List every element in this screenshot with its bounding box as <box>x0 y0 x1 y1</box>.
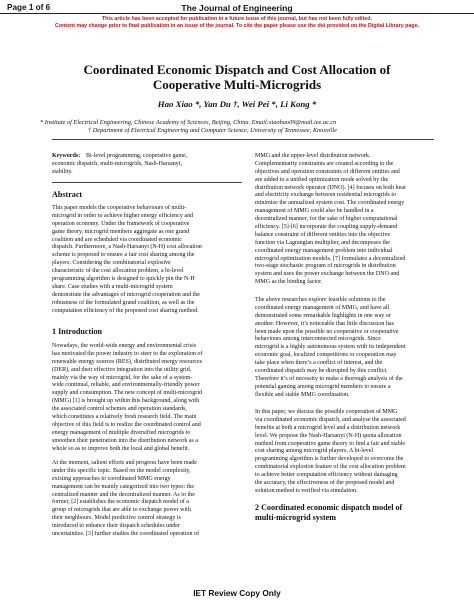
keywords-divider <box>52 182 242 183</box>
right-column-paragraph-2 <box>255 297 405 400</box>
introduction-paragraph-2 <box>52 460 199 539</box>
body-line: (MMG) [1] is brought up within this background, along with <box>52 398 200 405</box>
body-line: method from cooperative game theory to find a fair and stable <box>255 440 406 447</box>
body-line: the associated control schemes and operation standards, <box>52 406 187 413</box>
body-line: uncertainties. [3] further studies the coordinated operation of <box>52 531 200 538</box>
body-line: management of MMG could also be handled in a <box>255 208 374 215</box>
right-column-paragraph-3 <box>255 409 406 496</box>
body-line: The above researches explore feasible solutions to the <box>255 297 386 303</box>
body-line: behaviours among interconnected microgrids. Since <box>255 336 381 343</box>
body-line: objective of this field is to realize the coordinated control and <box>52 421 201 428</box>
affiliation-1: * Institute of Electrical Engineering, Chinese Academy of Sciences, Beijing, China. Email:xiaohao09@mail.iee.ac.cn <box>40 119 337 126</box>
body-line: introduced to enhance their dispatch schedules under <box>52 523 180 530</box>
abstract-line: game theory, microgrid members aggregate as one grand <box>52 228 190 235</box>
body-line: the accuracy, the effectiveness of the proposed model and <box>255 480 395 487</box>
abstract-line: This paper models the cooperative behaviours of multi- <box>52 205 187 211</box>
section-2-heading-line2: multi-microgrid system <box>255 513 336 522</box>
body-line: under this specific topic. Based on the model complexity, <box>52 467 191 474</box>
section-2-heading <box>255 503 402 523</box>
review-copy-footer: IET Review Copy Only <box>193 588 281 598</box>
body-line: combinatorial explosion feature of the cost allocation problem <box>255 464 406 471</box>
header-rule <box>0 13 474 14</box>
body-line: which constitutes a relatively fresh research field. The main <box>52 414 197 421</box>
body-line: and electricity exchange between residential microgrids to <box>255 192 397 199</box>
body-line: supply and consumption. The new concept of multi-microgrid <box>52 390 203 397</box>
body-line: mainly via the way of microgrid, for the sake of a system- <box>52 374 193 381</box>
introduction-paragraph-1 <box>52 343 202 453</box>
body-line: centralized manner and the decentralized manner. As to the <box>52 491 195 498</box>
body-line: In this paper, we discuss the possible cooperation of MMG <box>255 409 398 415</box>
abstract-line: scheme is proposed to ensure a fair cost sharing among the <box>52 252 195 259</box>
abstract-line: dispatch. Furthermore, a Nash-Harsanyi (N-H) cost allocation <box>52 244 202 251</box>
body-line: another. However, it’s noticeable that little discussion has <box>255 320 394 327</box>
body-line: solution method is verified via simulation. <box>255 487 358 494</box>
keywords-block <box>52 153 242 177</box>
abstract-line: robustness of the formulated grand coalition, as well as the <box>52 299 195 306</box>
body-line: demonstrated some remarkable highlights in one way or <box>255 312 391 319</box>
body-line: cost sharing among microgrid players. A bi-level <box>255 448 374 455</box>
abstract-line: coalition and are scheduled via coordinated economic <box>52 236 182 243</box>
right-column-paragraph-1 <box>255 153 406 287</box>
section-divider <box>52 139 434 140</box>
body-line: function via Lagrangian multiplier, and decomposes the <box>255 239 390 246</box>
body-line: former, [2] establishes the economic dispatch model of a <box>52 499 189 506</box>
keywords-line: economic dispatch, multi-microgrids, Nash-Harsanyi, <box>52 160 182 167</box>
abstract-line: characteristic of the cost allocation problem, a bi-level <box>52 268 184 275</box>
page-number: Page 1 of 6 <box>7 3 51 12</box>
body-line: whole so as to improve both the local and global benefit. <box>52 445 190 452</box>
body-line: are added to a unified optimization mode solved by the <box>255 176 389 183</box>
body-line: to achieve better computation efficiency without damaging <box>255 472 398 479</box>
body-line: take place when there’s a conflict of interest, and the <box>255 360 383 367</box>
body-line: system and uses the power exchange between the DNO and <box>255 271 400 278</box>
body-line: distribution network operator (DNO). [4] focuses on both heat <box>255 184 406 191</box>
body-line: objectives and operation constraints of different entities and <box>255 168 400 175</box>
body-line: their neighbours. Model predictive control strategy is <box>52 515 181 522</box>
author-list: Hao Xiao *, Yan Du †, Wei Pei *, Li Kong * <box>157 99 317 109</box>
body-line: potential gaming among microgrid members to ensure a <box>255 383 391 390</box>
keywords-line: Bi-level programming, cooperative game, <box>86 153 188 159</box>
body-line: minimize the annualized system cost. The coordinated energy <box>255 200 405 207</box>
body-line: coordinated energy management of MMG, and have all <box>255 304 390 311</box>
body-line: wide continual, reliable, and environmentally-friendly power <box>52 382 200 389</box>
body-line: has motivated the power industry to steer to the exploration of <box>52 350 203 357</box>
abstract-heading: Abstract <box>52 190 83 199</box>
journal-name: The Journal of Engineering <box>181 3 293 13</box>
body-line: energy management of multiple diversified microgrids to <box>52 429 191 436</box>
body-line: management can be mainly categorized into two types: the <box>52 483 195 490</box>
body-line: level. We propose the Nash-Harsanyi (N-H) quota allocation <box>255 432 402 439</box>
abstract-line: programming algorithm is designed to quickly pin the N-H <box>52 276 195 283</box>
keywords-line: stability. <box>52 168 73 175</box>
body-line: been made upon the possible no cooperative or cooperative <box>255 328 399 335</box>
body-line: renewable energy sources (RES), distributed energy resources <box>52 358 203 365</box>
body-line: MMG and the upper-level distribution network. <box>255 153 371 159</box>
body-line: At the moment, salient efforts and progress have been made <box>52 460 197 466</box>
body-line: economic goal, localized competitions or cooperation may <box>255 352 397 359</box>
body-line: group of microgrids that are able to exchange power with <box>52 507 191 514</box>
abstract-line: microgrid in order to achieve higher energy efficiency and <box>52 212 194 219</box>
publication-notice-line1: This article has been accepted for publication in a future issue of this journal, but has not been fully edited. <box>102 16 372 22</box>
paper-title-line1: Coordinated Economic Dispatch and Cost Allocation of <box>83 62 391 77</box>
publication-notice-line2: Content may change prior to final publication in an issue of the journal. To cite the paper please use the doi provided on the Digital Library page. <box>55 23 419 29</box>
abstract-line: demonstrate the advantages of microgrid cooperation and the <box>52 291 200 298</box>
body-line: smoothen their penetration into the distribution network as a <box>52 437 199 444</box>
body-line: programming algorithm is further developed to overcome the <box>255 456 404 463</box>
body-line: balance constraint of different entities into the objective <box>255 231 391 238</box>
section-2-heading-line1: 2 Coordinated economic dispatch model of <box>255 503 403 512</box>
body-line: Therefore it’s of necessity to make a thorough analysis of the <box>255 375 403 382</box>
abstract-line: operation economy. Under the framework of cooperative <box>52 220 190 227</box>
body-line: decentralized manner, for the sake of higher computational <box>255 216 398 223</box>
abstract-line: computation efficiency of the proposed cost sharing method. <box>52 307 199 314</box>
body-line: coordinated dispatch may be disrupted by this conflict. <box>255 368 388 375</box>
body-line: microgrid optimization models. [7] formulates a decentralized <box>255 255 406 262</box>
abstract-line: share. Case studies with a multi-microgrid system <box>52 283 173 290</box>
abstract-text <box>52 205 202 315</box>
keywords-label: Keywords: <box>52 153 81 159</box>
paper-title-line2: Cooperative Multi-Microgrids <box>152 77 322 92</box>
body-line: via coordinated economic dispatch, and analyse the associated <box>255 416 406 423</box>
abstract-line: players. Considering the combinatorial explosive <box>52 260 171 267</box>
affiliation-2: † Department of Electrical Engineering and Computer Science, University of Tennessee, Knoxville <box>88 127 337 134</box>
body-line: (DER), and their effective integration into the utility grid, <box>52 366 192 373</box>
body-line: Complementarity constraints are created according to the <box>255 160 394 167</box>
body-line: coordinated energy management problem into individual <box>255 247 393 254</box>
body-line: microgrid is a highly autonomous system with its independent <box>255 344 406 351</box>
page-header <box>0 0 474 14</box>
body-line: Nowadays, the world-wide energy and environmental crisis <box>52 343 197 349</box>
body-line: efficiency. [5]-[6] incorporate the coupling supply-demand <box>255 224 398 231</box>
body-line: flexible and stable MMG coordination. <box>255 391 350 398</box>
body-line: existing approaches to coordinated MMG energy <box>52 475 171 482</box>
introduction-heading: 1 Introduction <box>52 327 102 336</box>
body-line: MMG as the binding factor. <box>255 279 323 286</box>
body-line: benefits at both a microgrid level and a distribution network <box>255 424 401 431</box>
body-line: two-stage stochastic program of microgrids in distribution <box>255 263 396 270</box>
